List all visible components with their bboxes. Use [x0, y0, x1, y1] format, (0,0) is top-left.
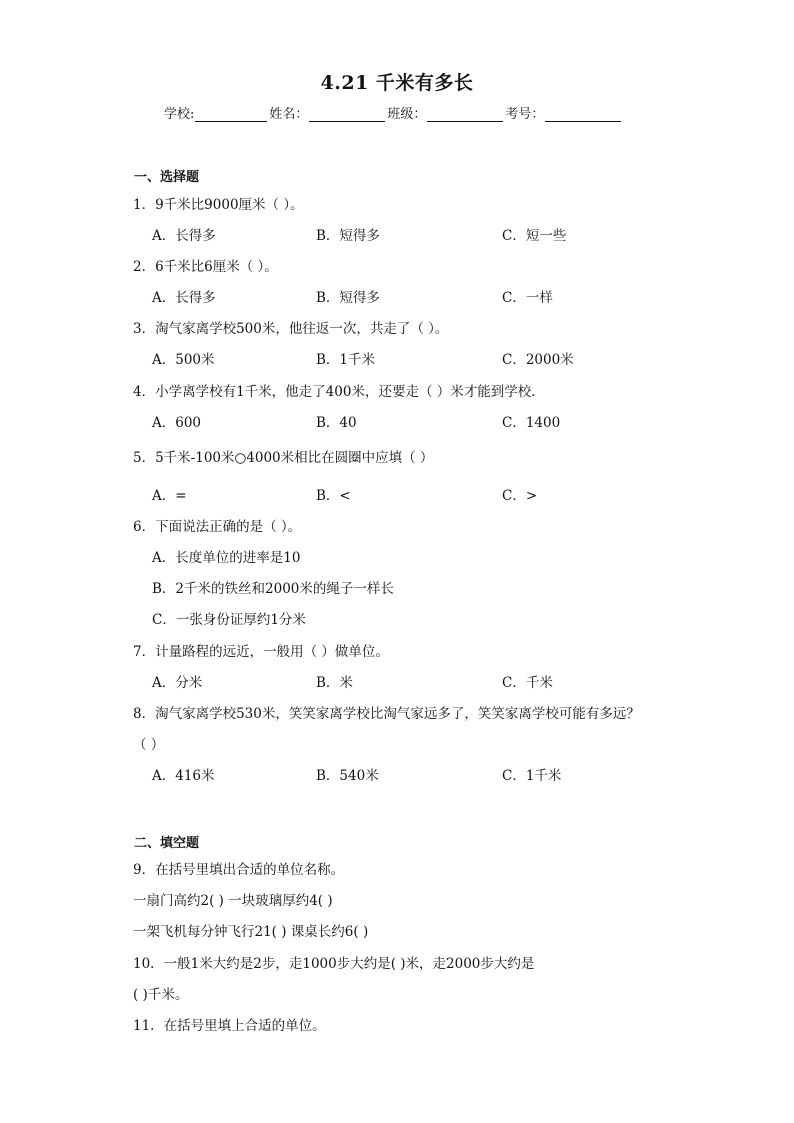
page-title: 4.21 千米有多长	[320, 72, 474, 94]
option-b[interactable]: B．短得多	[316, 290, 380, 306]
question-9-line-2[interactable]: 一架飞机每分钟飞行21( ) 课桌长约6( )	[133, 924, 369, 940]
name-blank[interactable]	[309, 107, 385, 122]
option-a[interactable]: A．=	[152, 488, 187, 504]
option-c[interactable]: C．2000米	[502, 352, 574, 368]
option-c[interactable]: C．短一些	[502, 228, 567, 244]
school-blank[interactable]	[195, 107, 267, 122]
option-b[interactable]: B．<	[316, 488, 351, 504]
section-heading-choice: 一、选择题	[134, 170, 200, 185]
question-9-line-1[interactable]: 一扇门高约2( ) 一块玻璃厚约4( )	[133, 893, 333, 909]
question-8-continuation: （ ）	[133, 737, 165, 753]
question-6-option-a[interactable]: A．长度单位的进率是10	[152, 550, 301, 566]
question-3-options	[152, 348, 712, 368]
question-2-options	[152, 286, 712, 306]
option-b[interactable]: B．1千米	[316, 352, 376, 368]
question-7: 7．计量路程的远近，一般用（ ）做单位。	[133, 644, 389, 660]
option-a[interactable]: A．500米	[152, 352, 215, 368]
option-a[interactable]: A．长得多	[152, 290, 216, 306]
question-9: 9．在括号里填出合适的单位名称。	[133, 862, 345, 878]
option-c[interactable]: C．1千米	[502, 768, 562, 784]
option-c[interactable]: C．1400	[502, 415, 561, 431]
question-10-line-2[interactable]: ( )千米。	[133, 987, 189, 1003]
question-4: 4．小学离学校有1千米，他走了400米，还要走（ ）米才能到学校．	[133, 384, 545, 400]
option-c[interactable]: C．千米	[502, 675, 553, 691]
question-5-options	[152, 484, 712, 504]
class-blank[interactable]	[427, 107, 503, 122]
question-4-options	[152, 411, 712, 431]
question-8: 8．淘气家离学校530米，笑笑家离学校比淘气家远多了，笑笑家离学校可能有多远？	[133, 706, 640, 722]
number-label: 考号：	[505, 107, 545, 122]
question-6-option-b[interactable]: B．2千米的铁丝和2000米的绳子一样长	[152, 581, 394, 597]
number-blank[interactable]	[545, 107, 621, 122]
student-info-row	[164, 103, 623, 122]
option-c[interactable]: C．>	[502, 488, 538, 504]
question-6-option-c[interactable]: C．一张身份证厚约1分米	[152, 612, 306, 628]
question-11: 11．在括号里填上合适的单位。	[133, 1018, 326, 1034]
question-5: 5．5千米-100米○4000米相比在圆圈中应填（ ）	[133, 450, 434, 466]
question-3: 3．淘气家离学校500米，他往返一次，共走了（ ）。	[133, 321, 449, 337]
section-heading-fill: 二、填空题	[134, 836, 200, 851]
question-1: 1．9千米比9000厘米（ ）。	[133, 197, 304, 213]
option-a[interactable]: A．416米	[152, 768, 215, 784]
question-7-options	[152, 671, 712, 691]
option-b[interactable]: B．短得多	[316, 228, 380, 244]
option-c[interactable]: C．一样	[502, 290, 553, 306]
option-a[interactable]: A．600	[152, 415, 202, 431]
question-10-line-1[interactable]: 10．一般1米大约是2步，走1000步大约是( )米，走2000步大约是	[133, 956, 535, 972]
school-label: 学校:	[164, 107, 195, 122]
option-b[interactable]: B．540米	[316, 768, 379, 784]
option-b[interactable]: B．米	[316, 675, 353, 691]
question-8-options	[152, 764, 712, 784]
question-6: 6．下面说法正确的是（ ）。	[133, 519, 302, 535]
question-2: 2．6千米比6厘米（ ）。	[133, 259, 278, 275]
question-1-options	[152, 224, 712, 244]
option-a[interactable]: A．分米	[152, 675, 203, 691]
option-a[interactable]: A．长得多	[152, 228, 216, 244]
name-label: 姓名：	[269, 107, 309, 122]
option-b[interactable]: B．40	[316, 415, 357, 431]
class-label: 班级：	[387, 107, 427, 122]
